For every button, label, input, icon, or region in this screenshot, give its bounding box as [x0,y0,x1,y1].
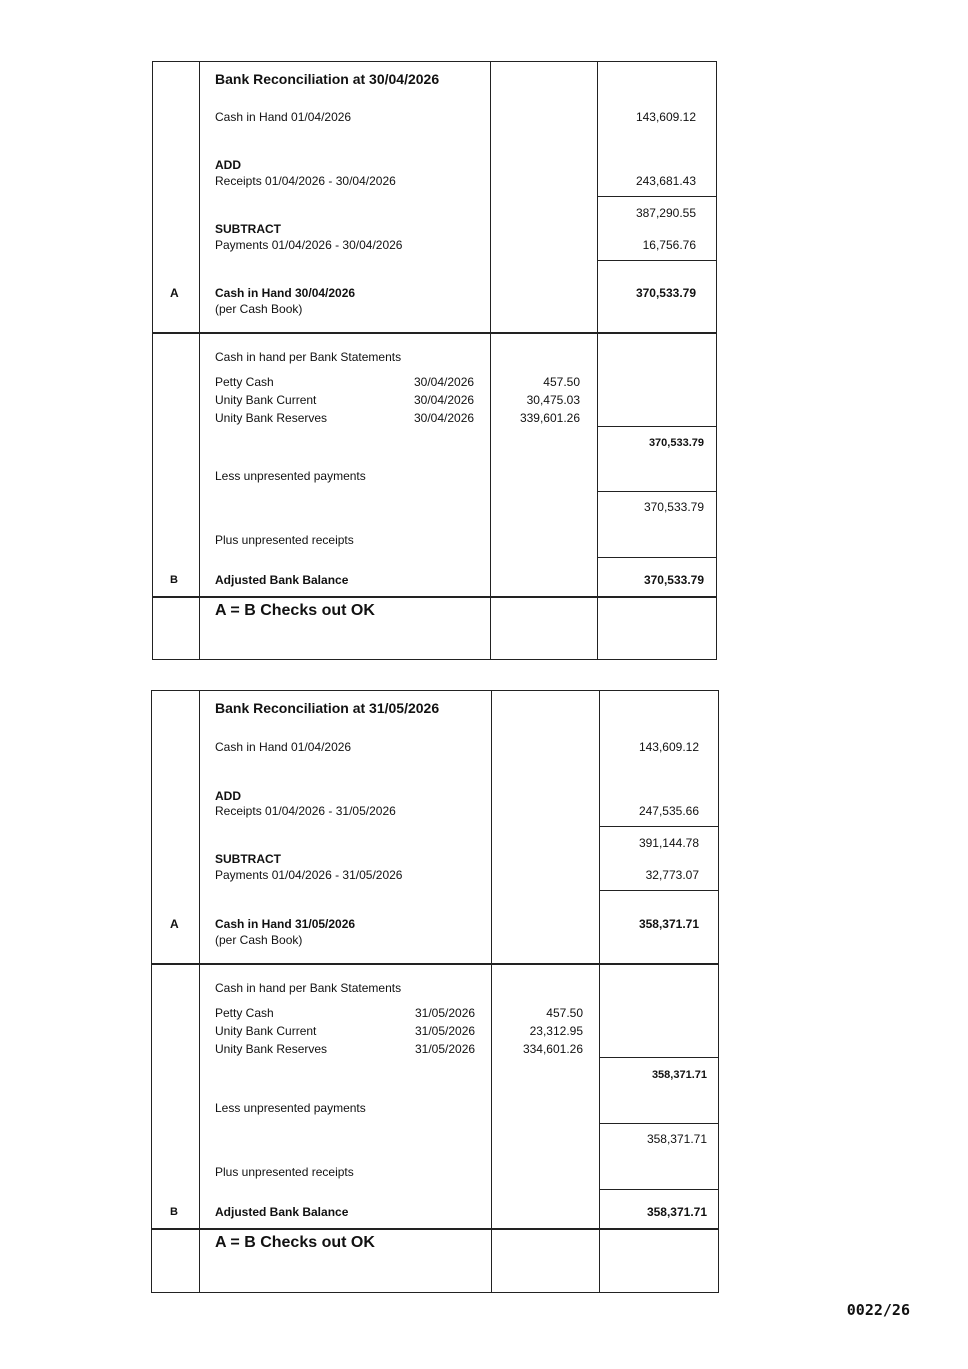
receipts-amount: 247,535.66 [638,804,699,818]
statements-total: 358,371.71 [651,1069,707,1081]
opening-label: Cash in Hand 01/04/2026 [215,110,352,124]
account-amount: 30,475.03 [526,393,580,407]
add-heading: ADD [215,158,241,172]
adjusted-amount: 370,533.79 [643,573,704,587]
adjusted-label: Adjusted Bank Balance [215,573,349,587]
subtotal-amount: 391,144.78 [638,836,699,850]
less-unpresented-label: Less unpresented payments [215,1101,366,1115]
account-date: 31/05/2026 [415,1006,476,1020]
statements-heading: Cash in hand per Bank Statements [215,981,402,995]
payments-label: Payments 01/04/2026 - 30/04/2026 [215,238,403,252]
closing-amount: 370,533.79 [635,286,696,300]
closing-label: Cash in Hand 30/04/2026 [215,286,356,300]
check-result: A = B Checks out OK [215,1234,375,1251]
marker-b: B [170,1206,178,1218]
marker-a: A [170,917,179,931]
account-date: 30/04/2026 [414,411,475,425]
reconciliation-april [152,61,717,660]
adjusted-label: Adjusted Bank Balance [215,1205,349,1219]
recon-title: Bank Reconciliation at 30/04/2026 [215,71,440,87]
account-name: Petty Cash [215,375,274,389]
account-amount: 334,601.26 [522,1042,583,1056]
check-result: A = B Checks out OK [215,602,375,619]
statements-heading: Cash in hand per Bank Statements [215,350,402,364]
payments-amount: 16,756.76 [642,238,696,252]
after-less-amount: 358,371.71 [646,1132,707,1146]
marker-b: B [170,574,178,586]
closing-note: (per Cash Book) [215,933,303,947]
account-date: 30/04/2026 [414,393,475,407]
subtract-heading: SUBTRACT [215,852,281,866]
plus-unpresented-label: Plus unpresented receipts [215,1165,354,1179]
closing-label: Cash in Hand 31/05/2026 [215,917,356,931]
opening-amount: 143,609.12 [635,110,696,124]
account-date: 30/04/2026 [414,375,475,389]
recon-title: Bank Reconciliation at 31/05/2026 [215,700,440,716]
payments-amount: 32,773.07 [645,868,699,882]
add-heading: ADD [215,789,241,803]
account-amount: 339,601.26 [519,411,580,425]
plus-unpresented-label: Plus unpresented receipts [215,533,354,547]
receipts-amount: 243,681.43 [635,174,696,188]
less-unpresented-label: Less unpresented payments [215,469,366,483]
account-name: Unity Bank Current [215,1024,317,1038]
marker-a: A [170,286,179,300]
subtotal-amount: 387,290.55 [635,206,696,220]
account-amount: 23,312.95 [529,1024,583,1038]
adjusted-amount: 358,371.71 [646,1205,707,1219]
opening-amount: 143,609.12 [638,740,699,754]
opening-label: Cash in Hand 01/04/2026 [215,740,352,754]
account-date: 31/05/2026 [415,1042,476,1056]
account-date: 31/05/2026 [415,1024,476,1038]
account-name: Unity Bank Current [215,393,317,407]
after-less-amount: 370,533.79 [643,500,704,514]
subtract-heading: SUBTRACT [215,222,281,236]
account-name: Petty Cash [215,1006,274,1020]
account-name: Unity Bank Reserves [215,1042,328,1056]
account-name: Unity Bank Reserves [215,411,328,425]
account-amount: 457.50 [546,1006,583,1020]
receipts-label: Receipts 01/04/2026 - 31/05/2026 [215,804,396,818]
reconciliation-may [151,690,719,1293]
receipts-label: Receipts 01/04/2026 - 30/04/2026 [215,174,396,188]
page-number: 0022/26 [846,1301,910,1319]
statements-total: 370,533.79 [648,437,704,449]
closing-amount: 358,371.71 [638,917,699,931]
payments-label: Payments 01/04/2026 - 31/05/2026 [215,868,403,882]
account-amount: 457.50 [543,375,580,389]
closing-note: (per Cash Book) [215,302,303,316]
